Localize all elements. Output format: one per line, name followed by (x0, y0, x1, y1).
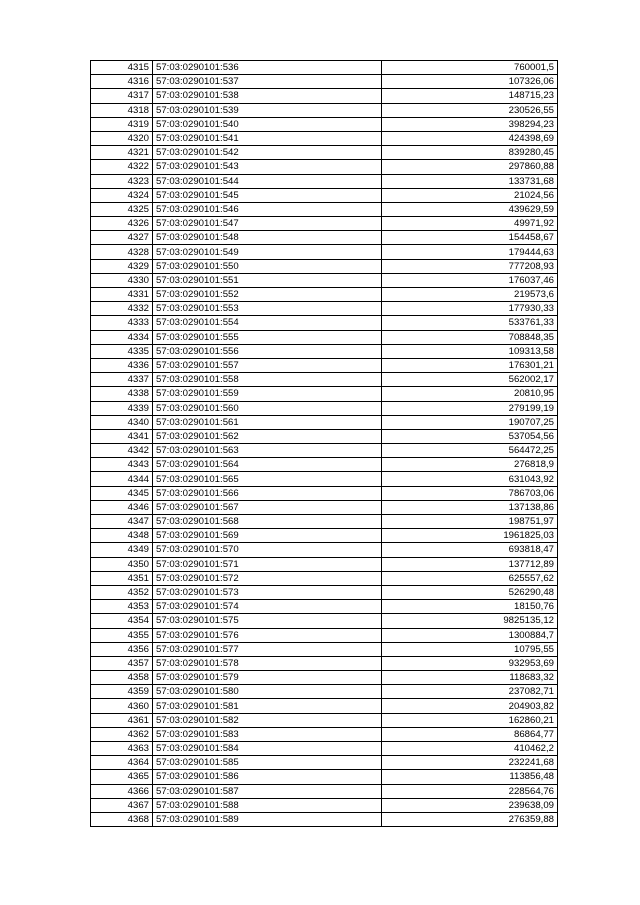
cadastral-value: 786703,06 (382, 486, 558, 500)
cadastral-number: 57:03:0290101:586 (153, 770, 382, 784)
cadastral-value: 177930,33 (382, 302, 558, 316)
cadastral-value: 176301,21 (382, 358, 558, 372)
table-row (91, 472, 558, 486)
cadastral-number: 57:03:0290101:556 (153, 344, 382, 358)
cadastral-value: 398294,23 (382, 117, 558, 131)
cadastral-value: 839280,45 (382, 146, 558, 160)
cadastral-value: 237082,71 (382, 685, 558, 699)
cadastral-number: 57:03:0290101:585 (153, 756, 382, 770)
cadastral-value: 526290,48 (382, 585, 558, 599)
row-number: 4342 (91, 444, 153, 458)
cadastral-number: 57:03:0290101:554 (153, 316, 382, 330)
table-row (91, 401, 558, 415)
cadastral-number: 57:03:0290101:574 (153, 600, 382, 614)
table-row (91, 75, 558, 89)
cadastral-number: 57:03:0290101:567 (153, 500, 382, 514)
row-number: 4355 (91, 628, 153, 642)
table-row (91, 131, 558, 145)
row-number: 4319 (91, 117, 153, 131)
cadastral-number: 57:03:0290101:580 (153, 685, 382, 699)
cadastral-value: 21024,56 (382, 188, 558, 202)
table-row (91, 685, 558, 699)
row-number: 4340 (91, 415, 153, 429)
row-number: 4337 (91, 373, 153, 387)
cadastral-number: 57:03:0290101:572 (153, 571, 382, 585)
row-number: 4322 (91, 160, 153, 174)
cadastral-number: 57:03:0290101:545 (153, 188, 382, 202)
table-row (91, 571, 558, 585)
row-number: 4326 (91, 217, 153, 231)
cadastral-number: 57:03:0290101:581 (153, 699, 382, 713)
cadastral-value: 230526,55 (382, 103, 558, 117)
cadastral-value: 179444,63 (382, 245, 558, 259)
cadastral-number: 57:03:0290101:588 (153, 798, 382, 812)
cadastral-value: 439629,59 (382, 202, 558, 216)
table-row (91, 500, 558, 514)
cadastral-number: 57:03:0290101:538 (153, 89, 382, 103)
row-number: 4330 (91, 273, 153, 287)
table-row (91, 344, 558, 358)
cadastral-value: 239638,09 (382, 798, 558, 812)
cadastral-number: 57:03:0290101:536 (153, 61, 382, 75)
cadastral-number: 57:03:0290101:561 (153, 415, 382, 429)
table-row (91, 202, 558, 216)
cadastral-value: 410462,2 (382, 742, 558, 756)
row-number: 4331 (91, 288, 153, 302)
cadastral-number: 57:03:0290101:544 (153, 174, 382, 188)
cadastral-value: 148715,23 (382, 89, 558, 103)
table-row (91, 529, 558, 543)
row-number: 4329 (91, 259, 153, 273)
table-row (91, 642, 558, 656)
cadastral-number: 57:03:0290101:584 (153, 742, 382, 756)
table-row (91, 302, 558, 316)
cadastral-value: 533761,33 (382, 316, 558, 330)
cadastral-value: 18150,76 (382, 600, 558, 614)
cadastral-number: 57:03:0290101:547 (153, 217, 382, 231)
table-row (91, 146, 558, 160)
cadastral-value: 118683,32 (382, 671, 558, 685)
cadastral-table (90, 60, 558, 827)
cadastral-value: 228564,76 (382, 784, 558, 798)
cadastral-number: 57:03:0290101:537 (153, 75, 382, 89)
cadastral-value: 198751,97 (382, 515, 558, 529)
table-row (91, 288, 558, 302)
cadastral-number: 57:03:0290101:565 (153, 472, 382, 486)
cadastral-number: 57:03:0290101:562 (153, 429, 382, 443)
row-number: 4338 (91, 387, 153, 401)
row-number: 4353 (91, 600, 153, 614)
cadastral-value: 932953,69 (382, 656, 558, 670)
table-row (91, 557, 558, 571)
cadastral-number: 57:03:0290101:560 (153, 401, 382, 415)
table-row (91, 330, 558, 344)
table-row (91, 245, 558, 259)
cadastral-value: 133731,68 (382, 174, 558, 188)
cadastral-number: 57:03:0290101:552 (153, 288, 382, 302)
row-number: 4352 (91, 585, 153, 599)
cadastral-number: 57:03:0290101:563 (153, 444, 382, 458)
cadastral-value: 297860,88 (382, 160, 558, 174)
cadastral-value: 190707,25 (382, 415, 558, 429)
table-row (91, 600, 558, 614)
table-row (91, 217, 558, 231)
cadastral-number: 57:03:0290101:587 (153, 784, 382, 798)
cadastral-value: 564472,25 (382, 444, 558, 458)
row-number: 4341 (91, 429, 153, 443)
cadastral-value: 162860,21 (382, 713, 558, 727)
cadastral-value: 276818,9 (382, 458, 558, 472)
cadastral-number: 57:03:0290101:582 (153, 713, 382, 727)
cadastral-number: 57:03:0290101:559 (153, 387, 382, 401)
table-row (91, 713, 558, 727)
cadastral-value: 631043,92 (382, 472, 558, 486)
row-number: 4367 (91, 798, 153, 812)
row-number: 4354 (91, 614, 153, 628)
table-row (91, 515, 558, 529)
table-row (91, 458, 558, 472)
row-number: 4351 (91, 571, 153, 585)
cadastral-number: 57:03:0290101:543 (153, 160, 382, 174)
cadastral-number: 57:03:0290101:589 (153, 812, 382, 826)
cadastral-value: 232241,68 (382, 756, 558, 770)
table-row (91, 671, 558, 685)
cadastral-number: 57:03:0290101:566 (153, 486, 382, 500)
row-number: 4365 (91, 770, 153, 784)
cadastral-number: 57:03:0290101:546 (153, 202, 382, 216)
row-number: 4350 (91, 557, 153, 571)
table-row (91, 784, 558, 798)
cadastral-number: 57:03:0290101:571 (153, 557, 382, 571)
cadastral-value: 49971,92 (382, 217, 558, 231)
cadastral-number: 57:03:0290101:558 (153, 373, 382, 387)
row-number: 4346 (91, 500, 153, 514)
table-row (91, 61, 558, 75)
cadastral-value: 204903,82 (382, 699, 558, 713)
cadastral-number: 57:03:0290101:553 (153, 302, 382, 316)
row-number: 4336 (91, 358, 153, 372)
cadastral-number: 57:03:0290101:570 (153, 543, 382, 557)
row-number: 4363 (91, 742, 153, 756)
table-row (91, 756, 558, 770)
cadastral-number: 57:03:0290101:576 (153, 628, 382, 642)
cadastral-value: 154458,67 (382, 231, 558, 245)
table-row (91, 770, 558, 784)
cadastral-value: 20810,95 (382, 387, 558, 401)
table-row (91, 259, 558, 273)
cadastral-number: 57:03:0290101:541 (153, 131, 382, 145)
table-row (91, 798, 558, 812)
cadastral-value: 276359,88 (382, 812, 558, 826)
cadastral-value: 693818,47 (382, 543, 558, 557)
row-number: 4328 (91, 245, 153, 259)
cadastral-value: 10795,55 (382, 642, 558, 656)
cadastral-number: 57:03:0290101:550 (153, 259, 382, 273)
cadastral-value: 219573,6 (382, 288, 558, 302)
row-number: 4360 (91, 699, 153, 713)
row-number: 4318 (91, 103, 153, 117)
row-number: 4348 (91, 529, 153, 543)
table-body (91, 61, 558, 827)
table-row (91, 273, 558, 287)
cadastral-number: 57:03:0290101:551 (153, 273, 382, 287)
row-number: 4332 (91, 302, 153, 316)
cadastral-value: 625557,62 (382, 571, 558, 585)
table-row (91, 614, 558, 628)
row-number: 4362 (91, 727, 153, 741)
row-number: 4321 (91, 146, 153, 160)
row-number: 4359 (91, 685, 153, 699)
table-row (91, 415, 558, 429)
cadastral-number: 57:03:0290101:549 (153, 245, 382, 259)
table-row (91, 742, 558, 756)
cadastral-number: 57:03:0290101:575 (153, 614, 382, 628)
cadastral-number: 57:03:0290101:539 (153, 103, 382, 117)
cadastral-number: 57:03:0290101:540 (153, 117, 382, 131)
cadastral-number: 57:03:0290101:555 (153, 330, 382, 344)
cadastral-value: 86864,77 (382, 727, 558, 741)
row-number: 4334 (91, 330, 153, 344)
table-row (91, 316, 558, 330)
row-number: 4361 (91, 713, 153, 727)
table-row (91, 188, 558, 202)
row-number: 4364 (91, 756, 153, 770)
table-row (91, 812, 558, 826)
row-number: 4349 (91, 543, 153, 557)
table-row (91, 160, 558, 174)
cadastral-number: 57:03:0290101:583 (153, 727, 382, 741)
row-number: 4315 (91, 61, 153, 75)
row-number: 4323 (91, 174, 153, 188)
row-number: 4344 (91, 472, 153, 486)
table-row (91, 699, 558, 713)
table-row (91, 486, 558, 500)
row-number: 4356 (91, 642, 153, 656)
table-row (91, 727, 558, 741)
row-number: 4325 (91, 202, 153, 216)
cadastral-number: 57:03:0290101:577 (153, 642, 382, 656)
row-number: 4317 (91, 89, 153, 103)
table-row (91, 444, 558, 458)
cadastral-number: 57:03:0290101:568 (153, 515, 382, 529)
cadastral-value: 537054,56 (382, 429, 558, 443)
cadastral-value: 107326,06 (382, 75, 558, 89)
document-page (90, 60, 558, 827)
cadastral-number: 57:03:0290101:579 (153, 671, 382, 685)
cadastral-value: 777208,93 (382, 259, 558, 273)
cadastral-value: 708848,35 (382, 330, 558, 344)
cadastral-number: 57:03:0290101:548 (153, 231, 382, 245)
row-number: 4343 (91, 458, 153, 472)
table-row (91, 117, 558, 131)
cadastral-number: 57:03:0290101:578 (153, 656, 382, 670)
table-row (91, 628, 558, 642)
row-number: 4335 (91, 344, 153, 358)
cadastral-number: 57:03:0290101:569 (153, 529, 382, 543)
cadastral-number: 57:03:0290101:564 (153, 458, 382, 472)
table-row (91, 585, 558, 599)
cadastral-value: 1961825,03 (382, 529, 558, 543)
cadastral-number: 57:03:0290101:542 (153, 146, 382, 160)
row-number: 4347 (91, 515, 153, 529)
cadastral-value: 424398,69 (382, 131, 558, 145)
row-number: 4358 (91, 671, 153, 685)
table-row (91, 358, 558, 372)
cadastral-value: 9825135,12 (382, 614, 558, 628)
cadastral-value: 176037,46 (382, 273, 558, 287)
table-row (91, 387, 558, 401)
table-row (91, 543, 558, 557)
table-row (91, 103, 558, 117)
cadastral-value: 113856,48 (382, 770, 558, 784)
row-number: 4368 (91, 812, 153, 826)
row-number: 4339 (91, 401, 153, 415)
row-number: 4324 (91, 188, 153, 202)
row-number: 4327 (91, 231, 153, 245)
cadastral-value: 279199,19 (382, 401, 558, 415)
cadastral-value: 760001,5 (382, 61, 558, 75)
cadastral-number: 57:03:0290101:557 (153, 358, 382, 372)
table-row (91, 373, 558, 387)
row-number: 4316 (91, 75, 153, 89)
cadastral-value: 562002,17 (382, 373, 558, 387)
cadastral-number: 57:03:0290101:573 (153, 585, 382, 599)
table-row (91, 429, 558, 443)
row-number: 4333 (91, 316, 153, 330)
table-row (91, 174, 558, 188)
cadastral-value: 109313,58 (382, 344, 558, 358)
row-number: 4366 (91, 784, 153, 798)
table-row (91, 656, 558, 670)
table-row (91, 89, 558, 103)
row-number: 4345 (91, 486, 153, 500)
cadastral-value: 137138,86 (382, 500, 558, 514)
cadastral-value: 137712,89 (382, 557, 558, 571)
row-number: 4357 (91, 656, 153, 670)
table-row (91, 231, 558, 245)
row-number: 4320 (91, 131, 153, 145)
cadastral-value: 1300884,7 (382, 628, 558, 642)
